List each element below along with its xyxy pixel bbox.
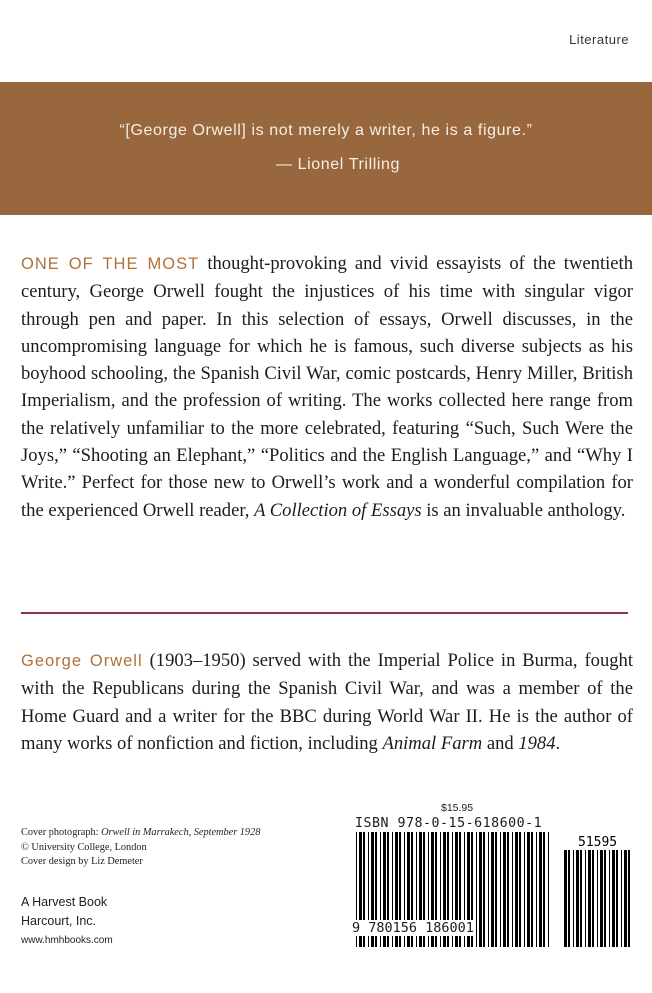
- barcode-bar: [568, 850, 570, 947]
- price-label: $15.95: [441, 802, 474, 814]
- barcode-bar: [503, 832, 506, 947]
- barcode-bar: [573, 850, 574, 947]
- barcode-bar: [624, 850, 627, 947]
- barcode-bar: [580, 850, 582, 947]
- barcode-bar: [548, 832, 549, 947]
- barcode-bar: [612, 850, 615, 947]
- design-credit: Cover design by Liz Demeter: [21, 856, 143, 868]
- imprint: A Harvest Book: [21, 895, 108, 909]
- barcode-bar: [519, 832, 521, 947]
- bio-body: (1903–1950) served with the Imperial Police in Burma, fought with the Republicans during the Spanish Civil War, and was a member of the Home Guard and a writer for the BBC during World War II. He is the author of many works of nonfiction and fiction, including: [21, 650, 633, 754]
- barcode-bar: [616, 850, 618, 947]
- barcode-bar: [576, 850, 579, 947]
- barcode-bar: [604, 850, 606, 947]
- barcode-bar: [597, 850, 598, 947]
- bio-work-animal-farm: Animal Farm: [382, 732, 483, 754]
- price-code-text: 51595: [578, 835, 618, 850]
- bio-end: .: [555, 732, 561, 754]
- category-label: Literature: [569, 32, 629, 47]
- ean-digits: 9 780156 186001: [352, 920, 474, 936]
- barcode-bar: [539, 832, 542, 947]
- book-description: [21, 250, 633, 524]
- photo-credit-label: Cover photograph:: [21, 827, 102, 838]
- barcode-bar: [600, 850, 603, 947]
- barcode-bar: [621, 850, 622, 947]
- description-lead: ONE OF THE MOST: [21, 255, 200, 273]
- barcode-bar: [488, 832, 489, 947]
- barcode-bar: [564, 850, 567, 947]
- barcode-bar: [507, 832, 509, 947]
- barcode-bar: [500, 832, 501, 947]
- publisher-name: Harcourt, Inc.: [21, 914, 97, 928]
- barcode-bar: [609, 850, 610, 947]
- quote-band: [0, 82, 652, 215]
- barcode-bar: [479, 832, 482, 947]
- publisher-block: [21, 893, 113, 950]
- barcode-bar: [588, 850, 591, 947]
- photo-credit-title: Orwell in Marrakech, September 1928: [101, 827, 261, 838]
- barcode-bar: [628, 850, 630, 947]
- cover-credits: [21, 826, 260, 870]
- barcode-bar: [592, 850, 594, 947]
- barcode-bar: [491, 832, 494, 947]
- barcode-bar: [483, 832, 485, 947]
- description-tail: is an invaluable anthology.: [421, 499, 626, 521]
- author-bio: [21, 647, 633, 757]
- price-addon-bars: [564, 850, 630, 947]
- barcode-bar: [543, 832, 545, 947]
- barcode-bar: [536, 832, 537, 947]
- bio-and: and: [482, 732, 519, 754]
- barcode-bar: [512, 832, 513, 947]
- barcode-bar: [527, 832, 530, 947]
- description-book-title: A Collection of Essays: [254, 499, 422, 521]
- section-divider: [21, 612, 628, 614]
- barcode-bar: [476, 832, 477, 947]
- description-body: thought-provoking and vivid essayists of the twentieth century, George Orwell fought the injustices of his time with singular vigor through pen and paper. In this selection of essays, Orwell discusses, in the uncompromising language for which he is famous, such diverse subjects as his boyhood schooling, the Spanish Civil War, comic postcards, Henry Miller, British Imperialism, and the profession of writing. The works collected here range from the relatively unfamiliar to the more celebrated, featuring “Such, Such Were the Joys,” “Shooting an Elephant,” “Politics and the English Language,” and “Why I Write.” Perfect for those new to Orwell’s work and a wonderful compilation for the experienced Orwell reader,: [21, 253, 633, 521]
- barcode-bar: [524, 832, 525, 947]
- isbn-text: ISBN 978-0-15-618600-1: [355, 816, 543, 831]
- bio-work-1984: 1984: [518, 732, 556, 754]
- barcode-bar: [531, 832, 533, 947]
- quote-text: “[George Orwell] is not merely a writer, he is a figure.”: [119, 122, 533, 139]
- copyright-line: © University College, London: [21, 841, 147, 853]
- barcode-bar: [495, 832, 497, 947]
- quote-attribution: — Lionel Trilling: [276, 156, 401, 173]
- barcode-bar: [585, 850, 586, 947]
- publisher-url[interactable]: www.hmhbooks.com: [21, 935, 113, 946]
- author-name: George Orwell: [21, 652, 143, 670]
- barcode-bar: [515, 832, 518, 947]
- photo-credit: [21, 826, 260, 841]
